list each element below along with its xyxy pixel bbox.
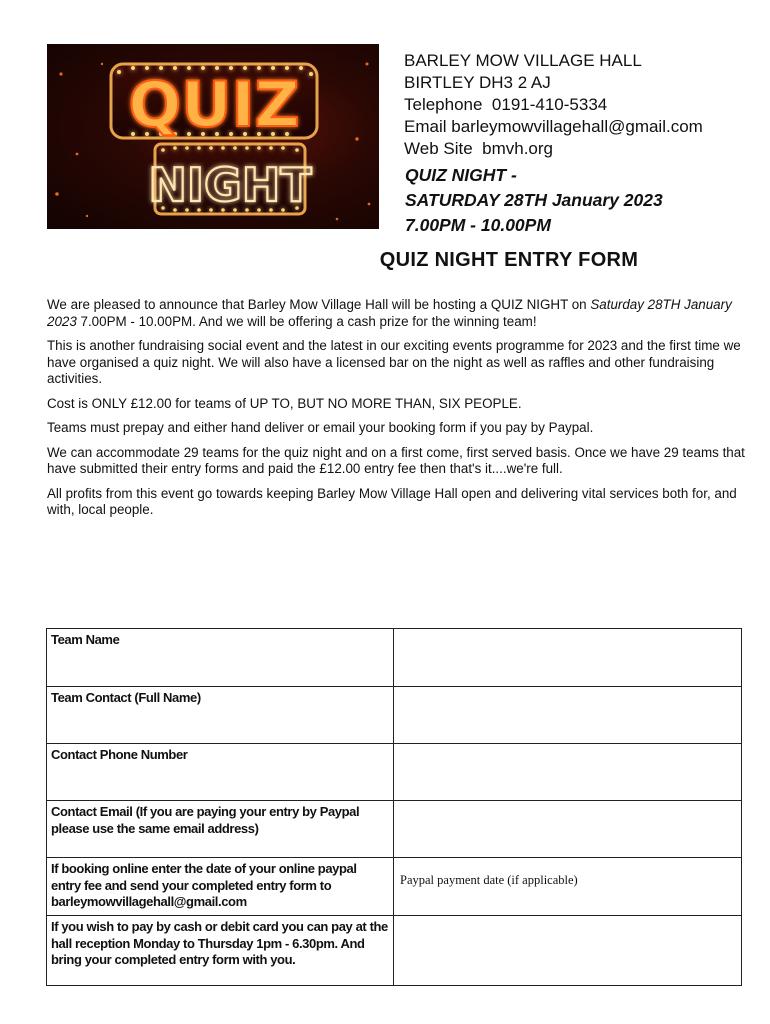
email-address[interactable]: barleymowvillagehall@gmail.com <box>451 117 703 136</box>
paragraph-cost: Cost is ONLY £12.00 for teams of UP TO, BUT NO MORE THAN, SIX PEOPLE. <box>47 395 522 411</box>
event-title: QUIZ NIGHT - <box>405 165 517 185</box>
logo-night-text: NIGHT <box>148 158 312 212</box>
quiz-night-logo <box>47 44 379 229</box>
telephone-number: 0191-410-5334 <box>491 95 608 114</box>
team-contact-field[interactable] <box>394 687 742 744</box>
table-row <box>47 629 742 687</box>
paragraph-fundraising: This is another fundraising social event and the latest in our exciting events programme for 2023 and the first time we have organised a quiz night. We will also have a licensed bar on the night as well as raffles and other fundraising activities. <box>47 338 741 386</box>
website-link[interactable]: bmvh.org <box>482 139 553 158</box>
contact-email-field[interactable] <box>394 801 742 858</box>
venue-email: Email barleymowvillagehall@gmail.com <box>404 117 703 136</box>
contact-phone-label: Contact Phone Number <box>47 744 394 801</box>
table-row <box>47 801 742 858</box>
paypal-date-field[interactable]: Paypal payment date (if applicable) <box>394 858 742 916</box>
team-name-label: Team Name <box>47 629 394 687</box>
quiz-night-logo-art <box>47 44 379 229</box>
logo-quiz-text: QUIZ <box>128 68 300 141</box>
table-row <box>47 916 742 986</box>
paragraph-capacity: We can accommodate 29 teams for the quiz night and on a first come, first served basis. Once we have 29 teams that have submitted their entry forms and paid the £12.00 entry fee then that's it....we're full. <box>47 444 745 476</box>
cash-payment-label: If you wish to pay by cash or debit card you can pay at the hall reception Monday to Thursday 1pm - 6.30pm. And bring your completed entry form with you. <box>47 916 394 986</box>
paypal-date-label: If booking online enter the date of your online paypal entry fee and send your completed entry form to barleymowvillagehall@gmail.com <box>47 858 394 916</box>
venue-name: BARLEY MOW VILLAGE HALL <box>404 51 642 70</box>
event-details <box>405 163 663 238</box>
venue-address: BIRTLEY DH3 2 AJ <box>404 73 551 92</box>
cash-payment-field[interactable] <box>394 916 742 986</box>
venue-contact <box>404 50 703 160</box>
venue-website: Web Site bmvh.org <box>404 139 553 158</box>
page-title: QUIZ NIGHT ENTRY FORM <box>379 249 639 271</box>
paragraph-profits: All profits from this event go towards keeping Barley Mow Village Hall open and delivering vital services both for, and with, local people. <box>47 485 737 517</box>
team-name-field[interactable] <box>394 629 742 687</box>
contact-phone-field[interactable] <box>394 744 742 801</box>
announcement-text <box>47 297 747 527</box>
table-row <box>47 858 742 916</box>
event-time: 7.00PM - 10.00PM <box>405 215 551 235</box>
contact-email-label: Contact Email (If you are paying your entry by Paypal please use the same email address) <box>47 801 394 858</box>
event-date: SATURDAY 28TH January 2023 <box>405 190 663 210</box>
table-row <box>47 687 742 744</box>
team-contact-label: Team Contact (Full Name) <box>47 687 394 744</box>
venue-telephone: Telephone 0191-410-5334 <box>404 95 608 114</box>
paragraph-prepay: Teams must prepay and either hand deliver or email your booking form if you pay by Paypal. <box>47 420 594 435</box>
paragraph-announcement: We are pleased to announce that Barley Mow Village Hall will be hosting a QUIZ NIGHT on Saturday 28TH January 2023 7.00PM - 10.00PM. And we will be offering a cash prize for the winning team! <box>47 297 732 329</box>
entry-form-table <box>46 628 742 986</box>
table-row <box>47 744 742 801</box>
